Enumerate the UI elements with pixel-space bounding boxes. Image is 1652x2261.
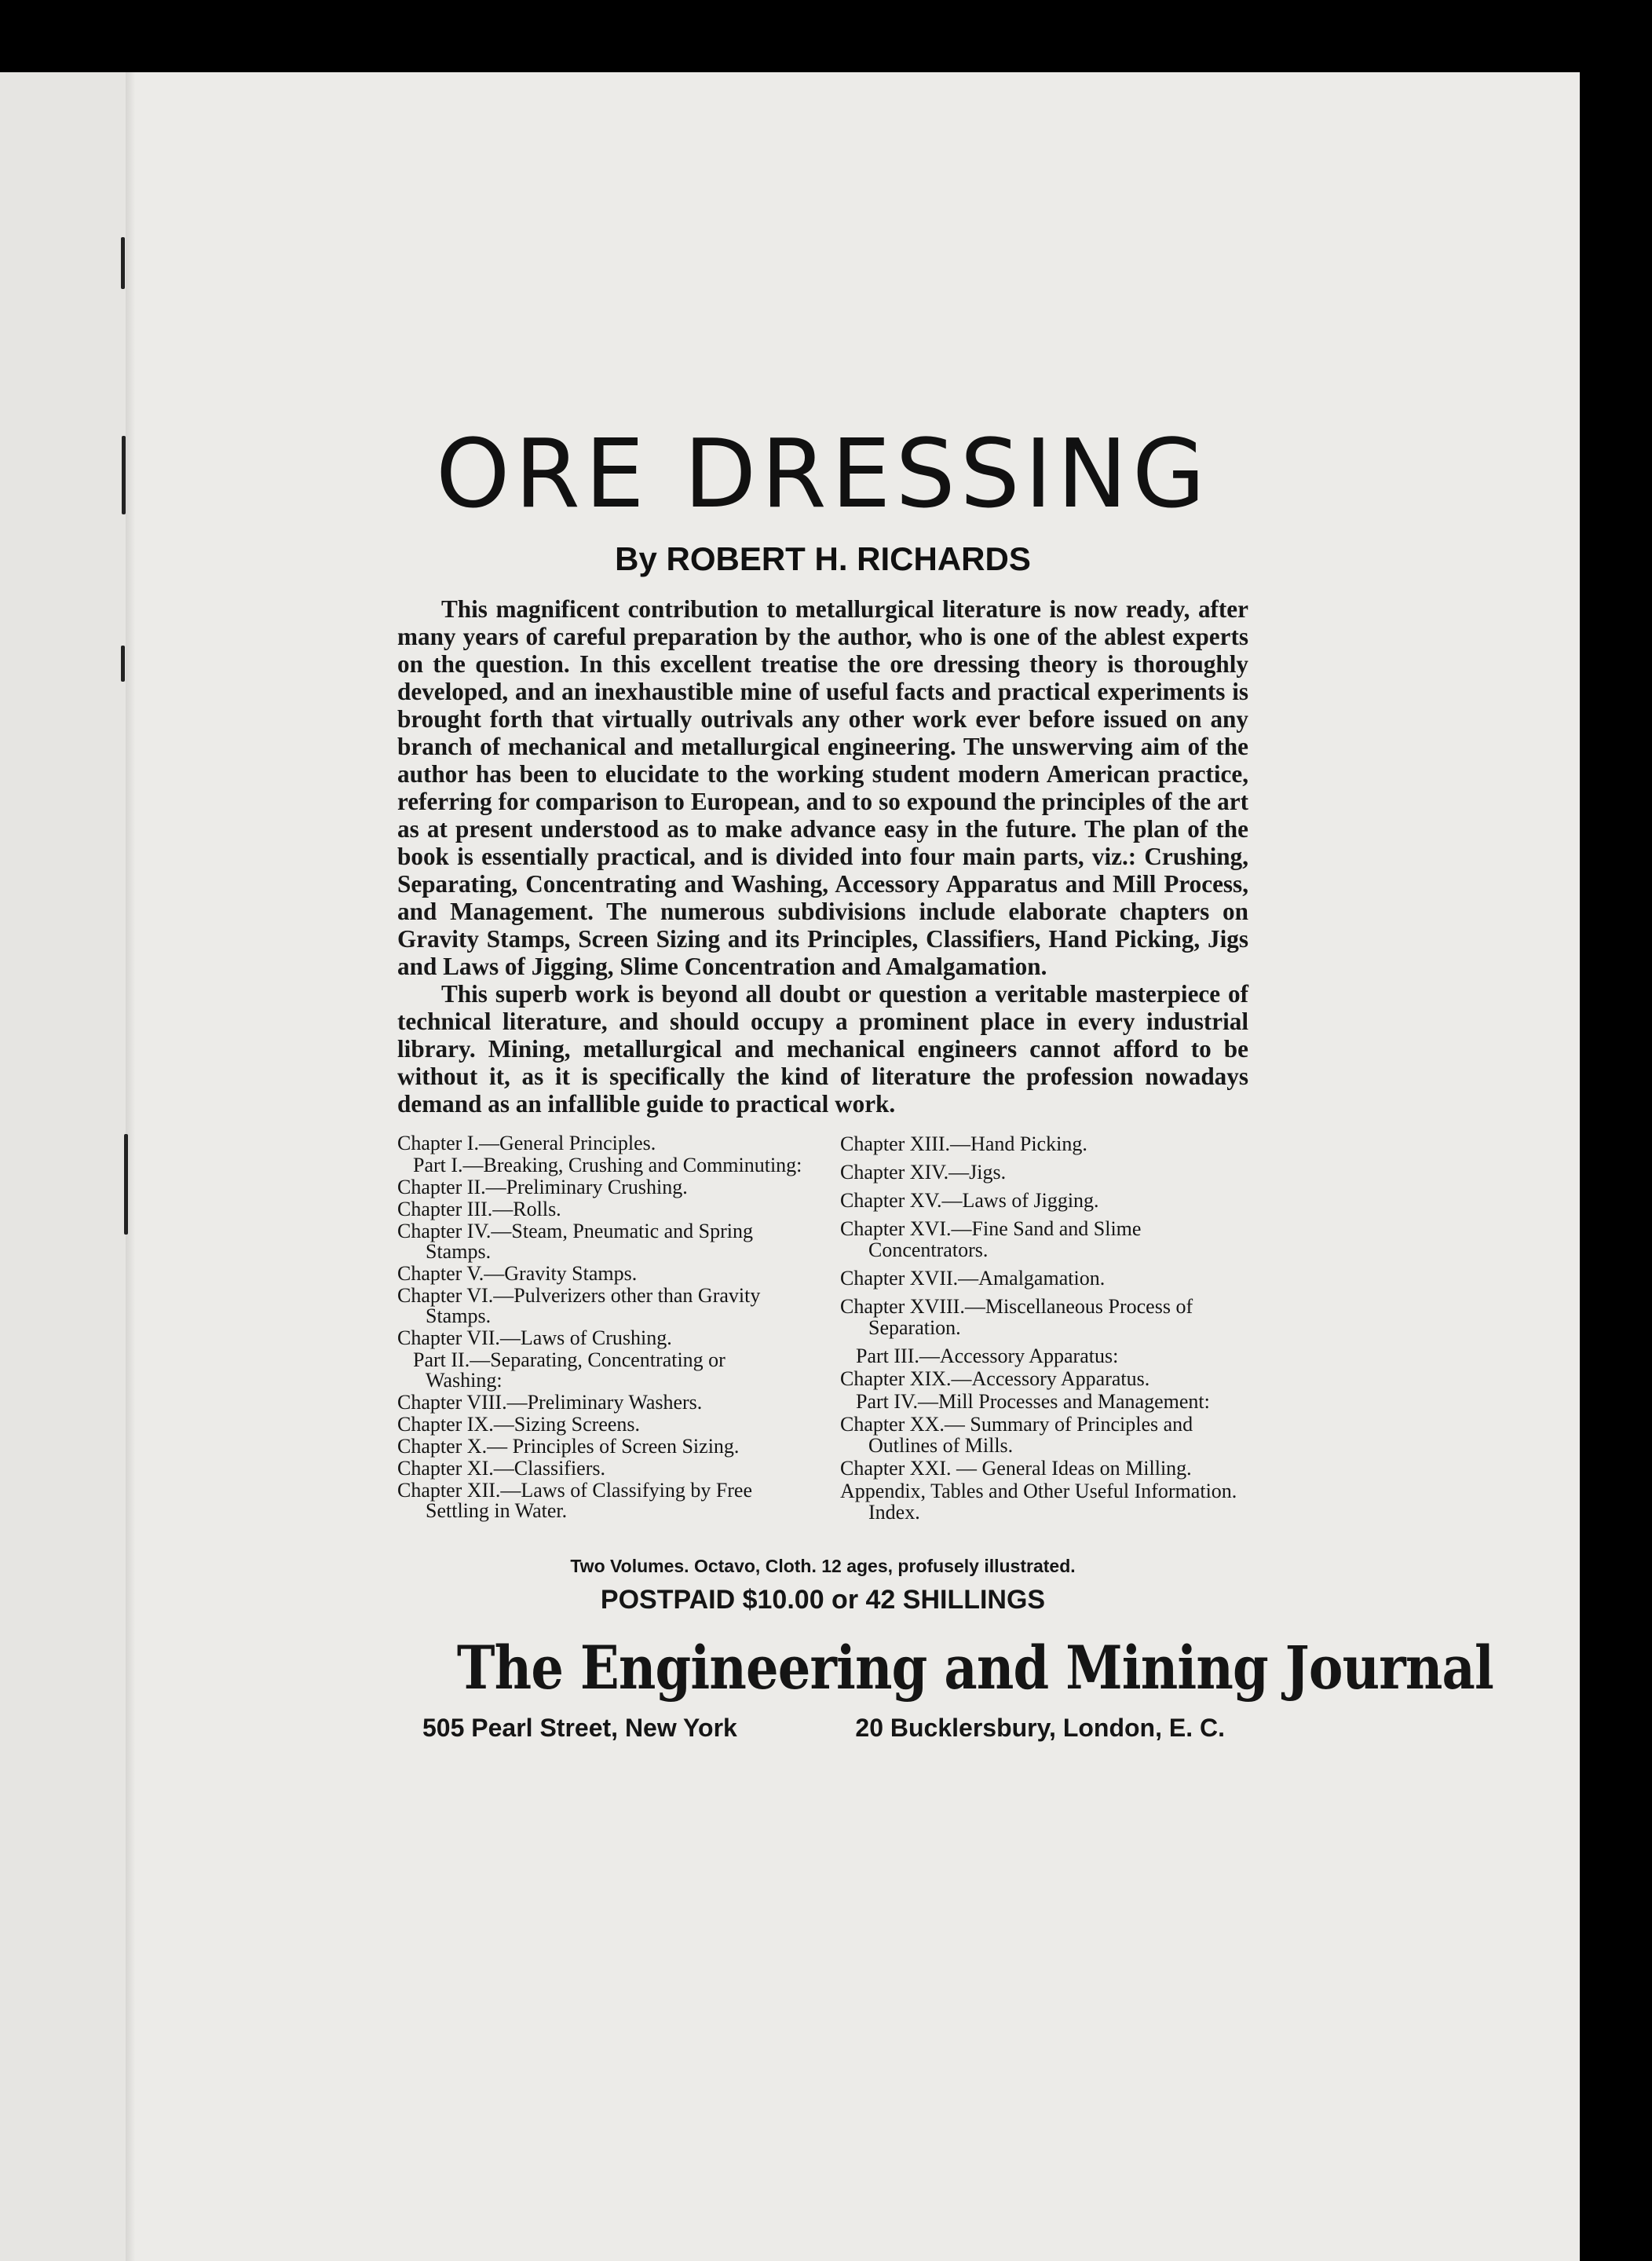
description-paragraph: This magnificent contribution to metallurgical literature is now ready, after many years of careful preparation by the author, who is one of the ablest experts on the question. In this excellent treatise the ore dressing theory is thoroughly developed, and an inexhaustible mine of useful facts and practical experiments is brought forth that virtually outrivals any other work ever before issued on any branch of mechanical and metallurgical engineering. The unswerving aim of the author has been to elucidate to the working student modern American practice, referring for comparison to European, and to so expound the principles of the art as at present understood as to make advance easy in the future. The plan of the book is essentially practical, and is divided into four main parts, viz.: Crushing, Separating, Concentrating and Washing, Accessory Apparatus and Mill Process, and Management. The numerous subdivisions include elaborate chapters on Gravity Stamps, Screen Sizing and its Principles, Classifiers, Hand Picking, Jigs and Laws of Jigging, Slime Concentration and Amalgamation. <box>397 595 1248 980</box>
publisher-name: The Engineering and Mining Journal <box>456 1633 1493 1703</box>
chapter-item: Chapter XVIII.—Miscellaneous Process of Separation. <box>840 1295 1193 1339</box>
chapter-item: Chapter XIV.—Jigs. <box>840 1161 1007 1184</box>
chapter-item: Chapter V.—Gravity Stamps. <box>397 1262 638 1285</box>
chapter-item: Chapter VIII.—Preliminary Washers. <box>397 1391 703 1414</box>
description-paragraph: This superb work is beyond all doubt or question a veritable masterpiece of technical literature, and should occupy a prominent place in every industrial library. Mining, metallurgical and mechanical engineers cannot afford to be without it, as it is specifically the kind of literature the profession nowadays demand as an infallible guide to practical work. <box>397 980 1248 1118</box>
chapter-item: Chapter XIII.—Hand Picking. <box>840 1132 1087 1155</box>
part-item: Part I.—Breaking, Crushing and Comminuting: <box>413 1154 802 1176</box>
chapter-column-left <box>397 1133 806 1524</box>
chapter-item: Chapter X.— Principles of Screen Sizing. <box>397 1435 740 1458</box>
chapter-item: Chapter XIX.—Accessory Apparatus. <box>840 1367 1150 1390</box>
chapter-item: Chapter XXI. — General Ideas on Milling. <box>840 1457 1192 1480</box>
chapter-item: Appendix, Tables and Other Useful Information. Index. <box>840 1480 1237 1524</box>
chapter-item: Chapter III.—Rolls. <box>397 1198 561 1220</box>
volumes-line: Two Volumes. Octavo, Cloth. 12 ages, profusely illustrated. <box>570 1556 1076 1576</box>
margin-mark <box>121 237 125 289</box>
publisher-addresses <box>397 1714 1248 1743</box>
part-item: Part IV.—Mill Processes and Management: <box>856 1390 1210 1413</box>
chapter-item: Chapter XVI.—Fine Sand and Slime Concentrators. <box>840 1217 1142 1261</box>
chapter-item: Chapter VI.—Pulverizers other than Gravity Stamps. <box>397 1284 761 1327</box>
part-item: Part II.—Separating, Concentrating or Washing: <box>413 1348 725 1392</box>
address-london: 20 Bucklersbury, London, E. C. <box>855 1714 1225 1742</box>
margin-mark <box>124 1134 128 1235</box>
chapter-column-right <box>840 1133 1248 1524</box>
chapter-item: Chapter XX.— Summary of Principles and Outlines of Mills. <box>840 1413 1193 1457</box>
chapter-item: Chapter II.—Preliminary Crushing. <box>397 1176 688 1198</box>
chapter-item: Chapter XVII.—Amalgamation. <box>840 1267 1106 1290</box>
chapter-item: Chapter XII.—Laws of Classifying by Free Settling in Water. <box>397 1479 753 1522</box>
chapter-item: Chapter XV.—Laws of Jigging. <box>840 1189 1099 1212</box>
page-title: ORE DRESSING <box>436 420 1210 529</box>
chapter-item: Chapter XI.—Classifiers. <box>397 1457 606 1480</box>
author-byline: By ROBERT H. RICHARDS <box>615 540 1031 577</box>
chapter-item: Chapter I.—General Principles. <box>397 1132 656 1154</box>
chapter-list <box>397 1133 1248 1524</box>
chapter-item: Chapter IV.—Steam, Pneumatic and Spring Stamps. <box>397 1220 754 1263</box>
part-item: Part III.—Accessory Apparatus: <box>856 1345 1119 1367</box>
chapter-item: Chapter IX.—Sizing Screens. <box>397 1413 641 1436</box>
price-line: POSTPAID $10.00 or 42 SHILLINGS <box>600 1585 1046 1615</box>
margin-mark <box>121 646 125 682</box>
chapter-item: Chapter VII.—Laws of Crushing. <box>397 1326 672 1349</box>
address-new-york: 505 Pearl Street, New York <box>422 1714 737 1742</box>
advertisement <box>397 420 1493 1743</box>
margin-mark <box>122 436 126 514</box>
left-page-edge <box>0 72 135 2261</box>
